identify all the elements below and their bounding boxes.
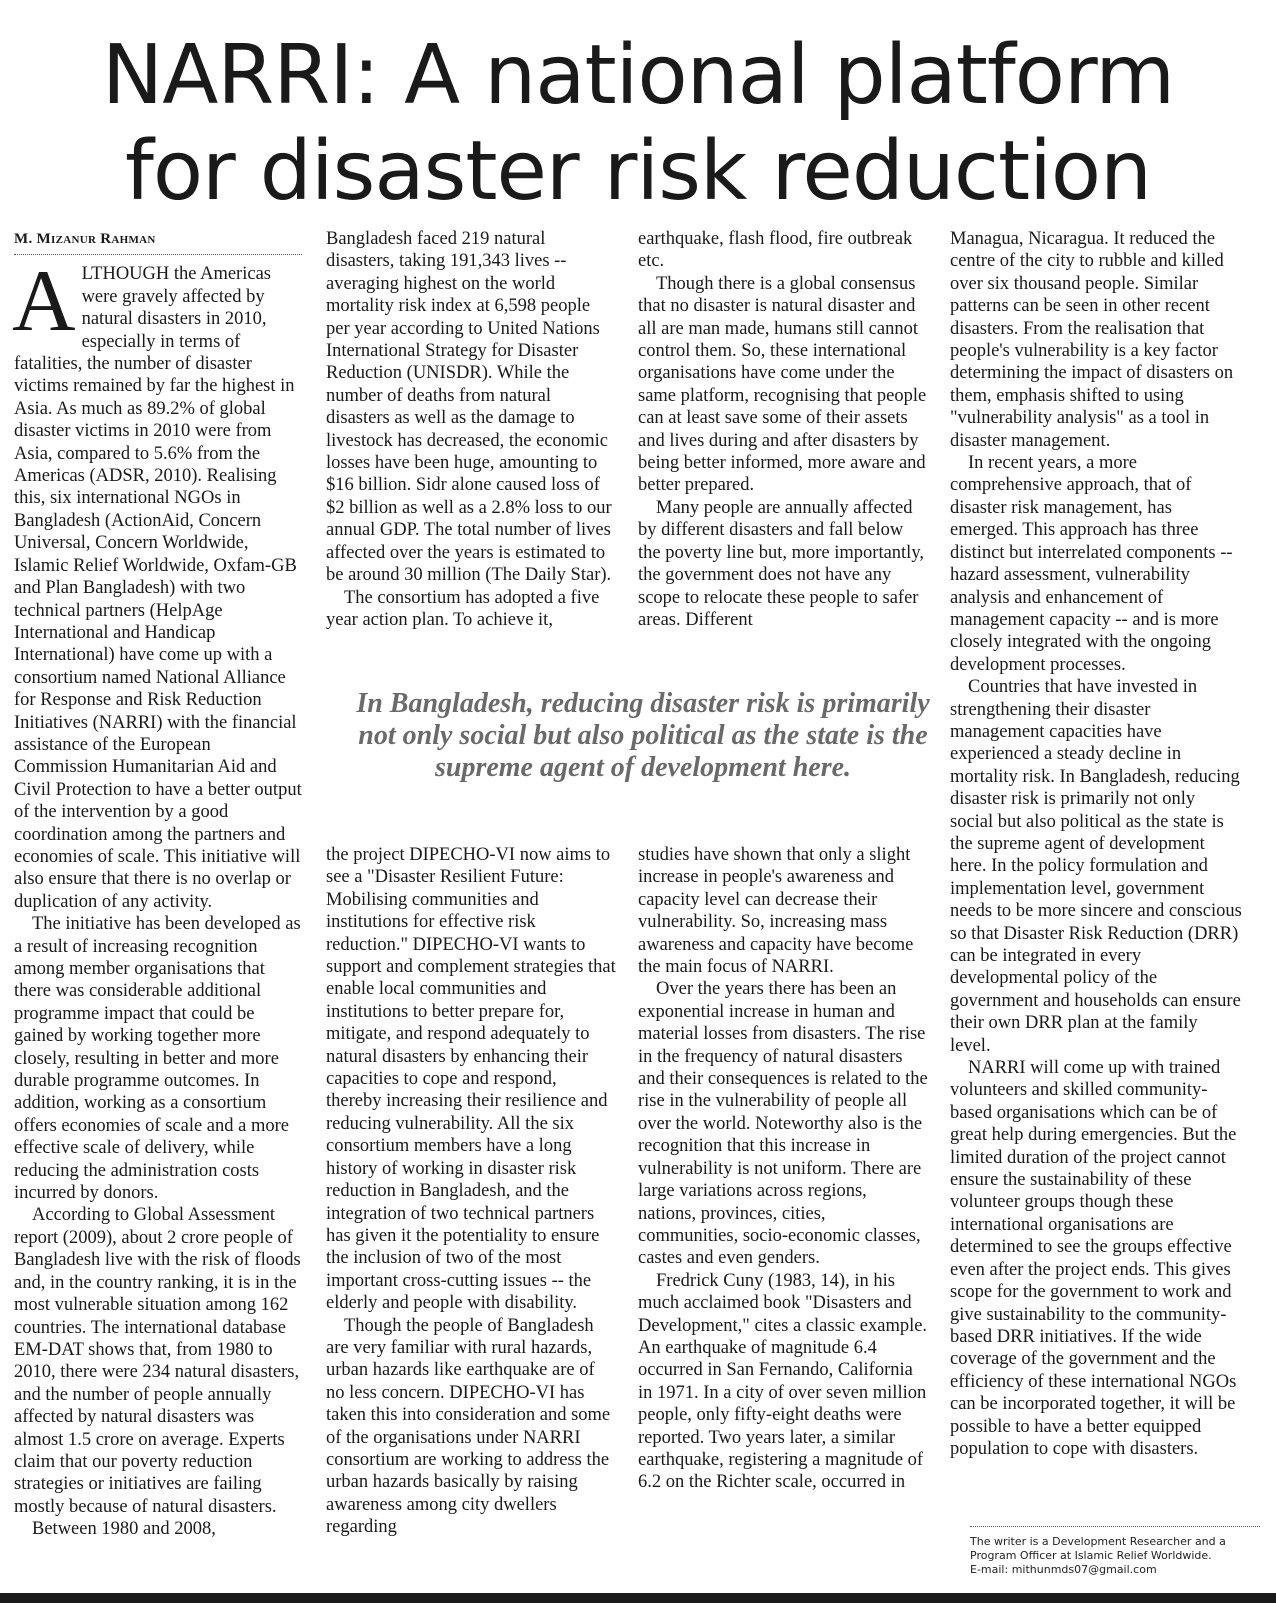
drop-cap: A <box>12 253 76 351</box>
col1-paragraph-2: The initiative has been developed as a result of increasing recognition among member organisations that there was considerable additional programme impact that could be gained by working together more closely, resulting in better and more durable programme outcomes. In addition, working as a consortium offers economies of scale and a more effective scale of delivery, while reducing the administration costs incurred by donors. <box>14 914 301 1204</box>
col4-paragraph-3: Countries that have invested in strengthening their disaster management capacities have experienced a steady decline in mortality risk. In Bangladesh, reducing disaster risk is primarily not only social but also political as the state is the supreme agent of development here. In the policy formulation and implementation level, government needs to be more sincere and conscious so that Disaster Risk Reduction (DRR) can be integrated in every developmental policy of the government and households can ensure their own DRR plan at the family level. <box>950 677 1242 1056</box>
col3-bottom-paragraph-2: Over the years there has been an exponential increase in human and material losses from disasters. The rise in the frequency of natural disasters and their consequences is related to the rise in the vulnerability of people all over the world. Noteworthy also is the recognition that this increase in vulnerability is not uniform. There are large variations across regions, nations, provinces, cities, communities, socio-economic classes, castes and even genders. <box>638 979 928 1269</box>
col3-top-paragraph-3: Many people are annually affected by different disasters and fall below the poverty line but, more importantly, the government does not have any scope to relocate these people to safer areas. Different <box>638 497 925 630</box>
top-cropped-strip <box>0 0 1276 10</box>
author-email: E-mail: mithunmds07@gmail.com <box>970 1563 1157 1576</box>
pull-quote: In Bangladesh, reducing disaster risk is primarily not only social but also political as the state is the supreme agent of development here. <box>356 688 930 783</box>
article-headline <box>100 28 1176 220</box>
col2-bottom-paragraph-1: the project DIPECHO-VI now aims to see a "Disaster Resilient Future: Mobilising communities and institutions for effective risk reduction." DIPECHO-VI wants to support and complement strategies that enable local communities and institutions to better prepare for, mitigate, and respond adequately to natural disasters by enhancing their capacities to cope and respond, thereby increasing their resilience and reducing vulnerability. All the six consortium members have a long history of working in disaster risk reduction in Bangladesh, and the integration of two technical partners has given it the potentiality to ensure the inclusion of two of the most important cross-cutting issues -- the elderly and people with disability. <box>326 845 616 1314</box>
col1-paragraph-4: Between 1980 and 2008, <box>32 1519 216 1540</box>
bottom-border-bar <box>0 1593 1276 1603</box>
col3-top-paragraph-2: Though there is a global consensus that no disaster is natural disaster and all are man made, humans still cannot control them. So, these international organisations have come under the same platform, recognising that people can at least save some of their assets and lives during and after disasters by being better informed, more aware and better prepared. <box>638 273 927 496</box>
column-3-bottom <box>638 844 928 1494</box>
col2-bottom-paragraph-2: Though the people of Bangladesh are very familiar with rural hazards, urban hazards like earthquake are of no less concern. DIPECHO-VI has taken this into consideration and some of the organisations under NARRI consortium are working to address the urban hazards basically by raising awareness among city dwellers regarding <box>326 1315 611 1538</box>
col4-paragraph-2: In recent years, a more comprehensive approach, that of disaster risk management, has emerged. This approach has three distinct but interrelated components -- hazard assessment, vulnerability analysis and enhancement of management capacity -- and is more closely integrated with the ongoing development processes. <box>950 453 1233 675</box>
col1-paragraph-3: According to Global Assessment report (2009), about 2 crore people of Bangladesh live with the risk of floods and, in the country ranking, it is in the most vulnerable situation among 162 countries. The international database EM-DAT shows that, from 1980 to 2010, there were 234 natural disasters, and the number of people annually affected by natural disasters was almost 1.5 crore on average. Experts claim that our poverty reduction strategies or initiatives are failing mostly because of natural disasters. <box>14 1205 301 1517</box>
col3-bottom-paragraph-1: studies have shown that only a slight increase in people's awareness and capacity level can decrease their vulnerability. So, increasing mass awareness and capacity have become the main focus of NARRI. <box>638 845 914 978</box>
author-footnote <box>970 1526 1260 1577</box>
column-3-top <box>638 228 928 631</box>
column-2-top <box>326 228 616 631</box>
col2-top-paragraph-2: The consortium has adopted a five year action plan. To achieve it, <box>326 587 600 630</box>
col3-top-paragraph-1: earthquake, flash flood, fire outbreak etc. <box>638 229 913 272</box>
col4-paragraph-1: Managua, Nicaragua. It reduced the centre of the city to rubble and killed over six thousand people. Similar patterns can be seen in other recent disasters. From the realisation that people's vulnerability is a key factor determining the impact of disasters on them, emphasis shifted to using "vulnerability analysis" as a tool in disaster management. <box>950 229 1234 451</box>
col4-paragraph-4: NARRI will come up with trained volunteers and skilled community-based organisations which can be of great help during emergencies. But the limited duration of the project cannot ensure the sustainability of these volunteer groups though these international organisations are determined to see the groups effective even after the project ends. This gives scope for the government to work and give sustainability to the community-based DRR initiatives. If the wide coverage of the government and the efficiency of these international NGOs can be incorporated together, it will be possible to have a better equipped population to cope with disasters. <box>950 1058 1237 1459</box>
col3-bottom-paragraph-3: Fredrick Cuny (1983, 14), in his much acclaimed book "Disasters and Development," cites a classic example. An earthquake of magnitude 6.4 occurred in San Fernando, California in 1971. In a city of over seven million people, only fifty-eight deaths were reported. Two years later, a similar earthquake, registering a magnitude of 6.2 on the Richter scale, occurred in <box>638 1270 928 1493</box>
headline-line-1: NARRI: A national platform <box>101 28 1175 123</box>
column-4 <box>950 228 1242 1460</box>
column-1 <box>14 228 302 1541</box>
col2-top-paragraph-1: Bangladesh faced 219 natural disasters, taking 191,343 lives -- averaging highest on the world mortality risk index at 6,598 people per year according to United Nations International Strategy for Disaster Reduction (UNISDR). While the number of deaths from natural disasters as well as the damage to livestock has decreased, the economic losses have been huge, amounting to $16 billion. Sidr alone caused loss of $2 billion as well as a 2.8% loss to our annual GDP. The total number of lives affected over the years is estimated to be around 30 million (The Daily Star). <box>326 229 612 586</box>
byline: M. Mizanur Rahman <box>14 228 302 255</box>
author-note: The writer is a Development Researcher and a Program Officer at Islamic Relief Worldwide. <box>970 1535 1226 1562</box>
col1-paragraph-1: ALTHOUGH the Americas were gravely affected by natural disasters in 2010, especially in terms of fatalities, the number of disaster victims remained by far the highest in Asia. As much as 89.2% of global disaster victims in 2010 were from Asia, compared to 5.6% from the Americas (ADSR, 2010). Realising this, six international NGOs in Bangladesh (ActionAid, Concern Universal, Concern Worldwide, Islamic Relief Worldwide, Oxfam-GB and Plan Bangladesh) with two technical partners (HelpAge International and Handicap International) have come up with a consortium named National Alliance for Response and Risk Reduction Initiatives (NARRI) with the financial assistance of the European Commission Humanitarian Aid and Civil Protection to have a better output of the intervention by a good coordination among the partners and economies of scale. This initiative will also ensure that there is no overlap or duplication of any activity. <box>12 253 302 912</box>
column-2-bottom <box>326 844 616 1539</box>
headline-line-2: for disaster risk reduction <box>124 124 1152 219</box>
